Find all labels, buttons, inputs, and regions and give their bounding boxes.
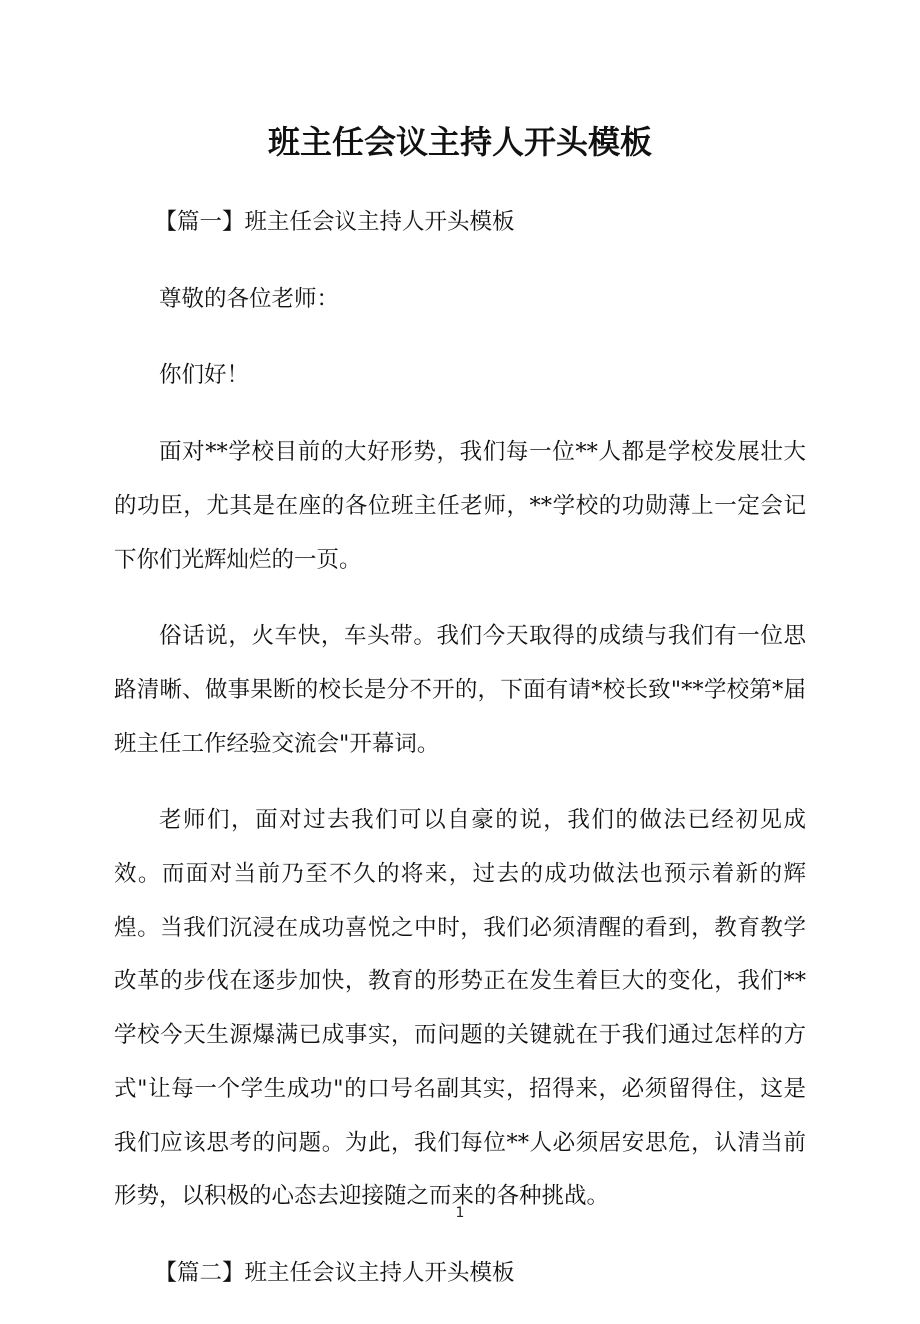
paragraph: 面对**学校目前的大好形势，我们每一位**人都是学校发展壮大的功臣，尤其是在座的各位班主任老师，**学校的功勋薄上一定会记下你们光辉灿烂的一页。 — [114, 439, 806, 573]
paragraph: 老师们，面对过去我们可以自豪的说，我们的做法已经初见成效。而面对当前乃至不久的将来，过去的成功做法也预示着新的辉煌。当我们沉浸在成功喜悦之中时，我们必须清醒的看到，教育教学改革的步伐在逐步加快，教育的形势正在发生着巨大的变化，我们**学校今天生源爆满已成事实，而问题的关键就在于我们通过怎样的方式"让每一个学生成功"的口号名副其实，招得来，必须留得住，这是我们应该思考的问题。为此，我们每位**人必须居安思危，认清当前形势，以积极的心态去迎接随之而来的各种挑战。 — [114, 807, 806, 1210]
document-body — [114, 196, 806, 1324]
section-heading-2: 【篇二】班主任会议主持人开头模板 — [154, 1259, 515, 1286]
greeting: 你们好！ — [159, 362, 250, 389]
section-heading-1: 【篇一】班主任会议主持人开头模板 — [154, 209, 515, 235]
salutation: 尊敬的各位老师： — [159, 285, 340, 312]
page-number: 1 — [455, 1205, 465, 1221]
document-title: 班主任会议主持人开头模板 — [267, 123, 652, 161]
paragraph: 俗话说，火车快，车头带。我们今天取得的成绩与我们有一位思路清晰、做事果断的校长是分不开的，下面有请*校长致"**学校第*届班主任工作经验交流会"开幕词。 — [114, 623, 806, 757]
